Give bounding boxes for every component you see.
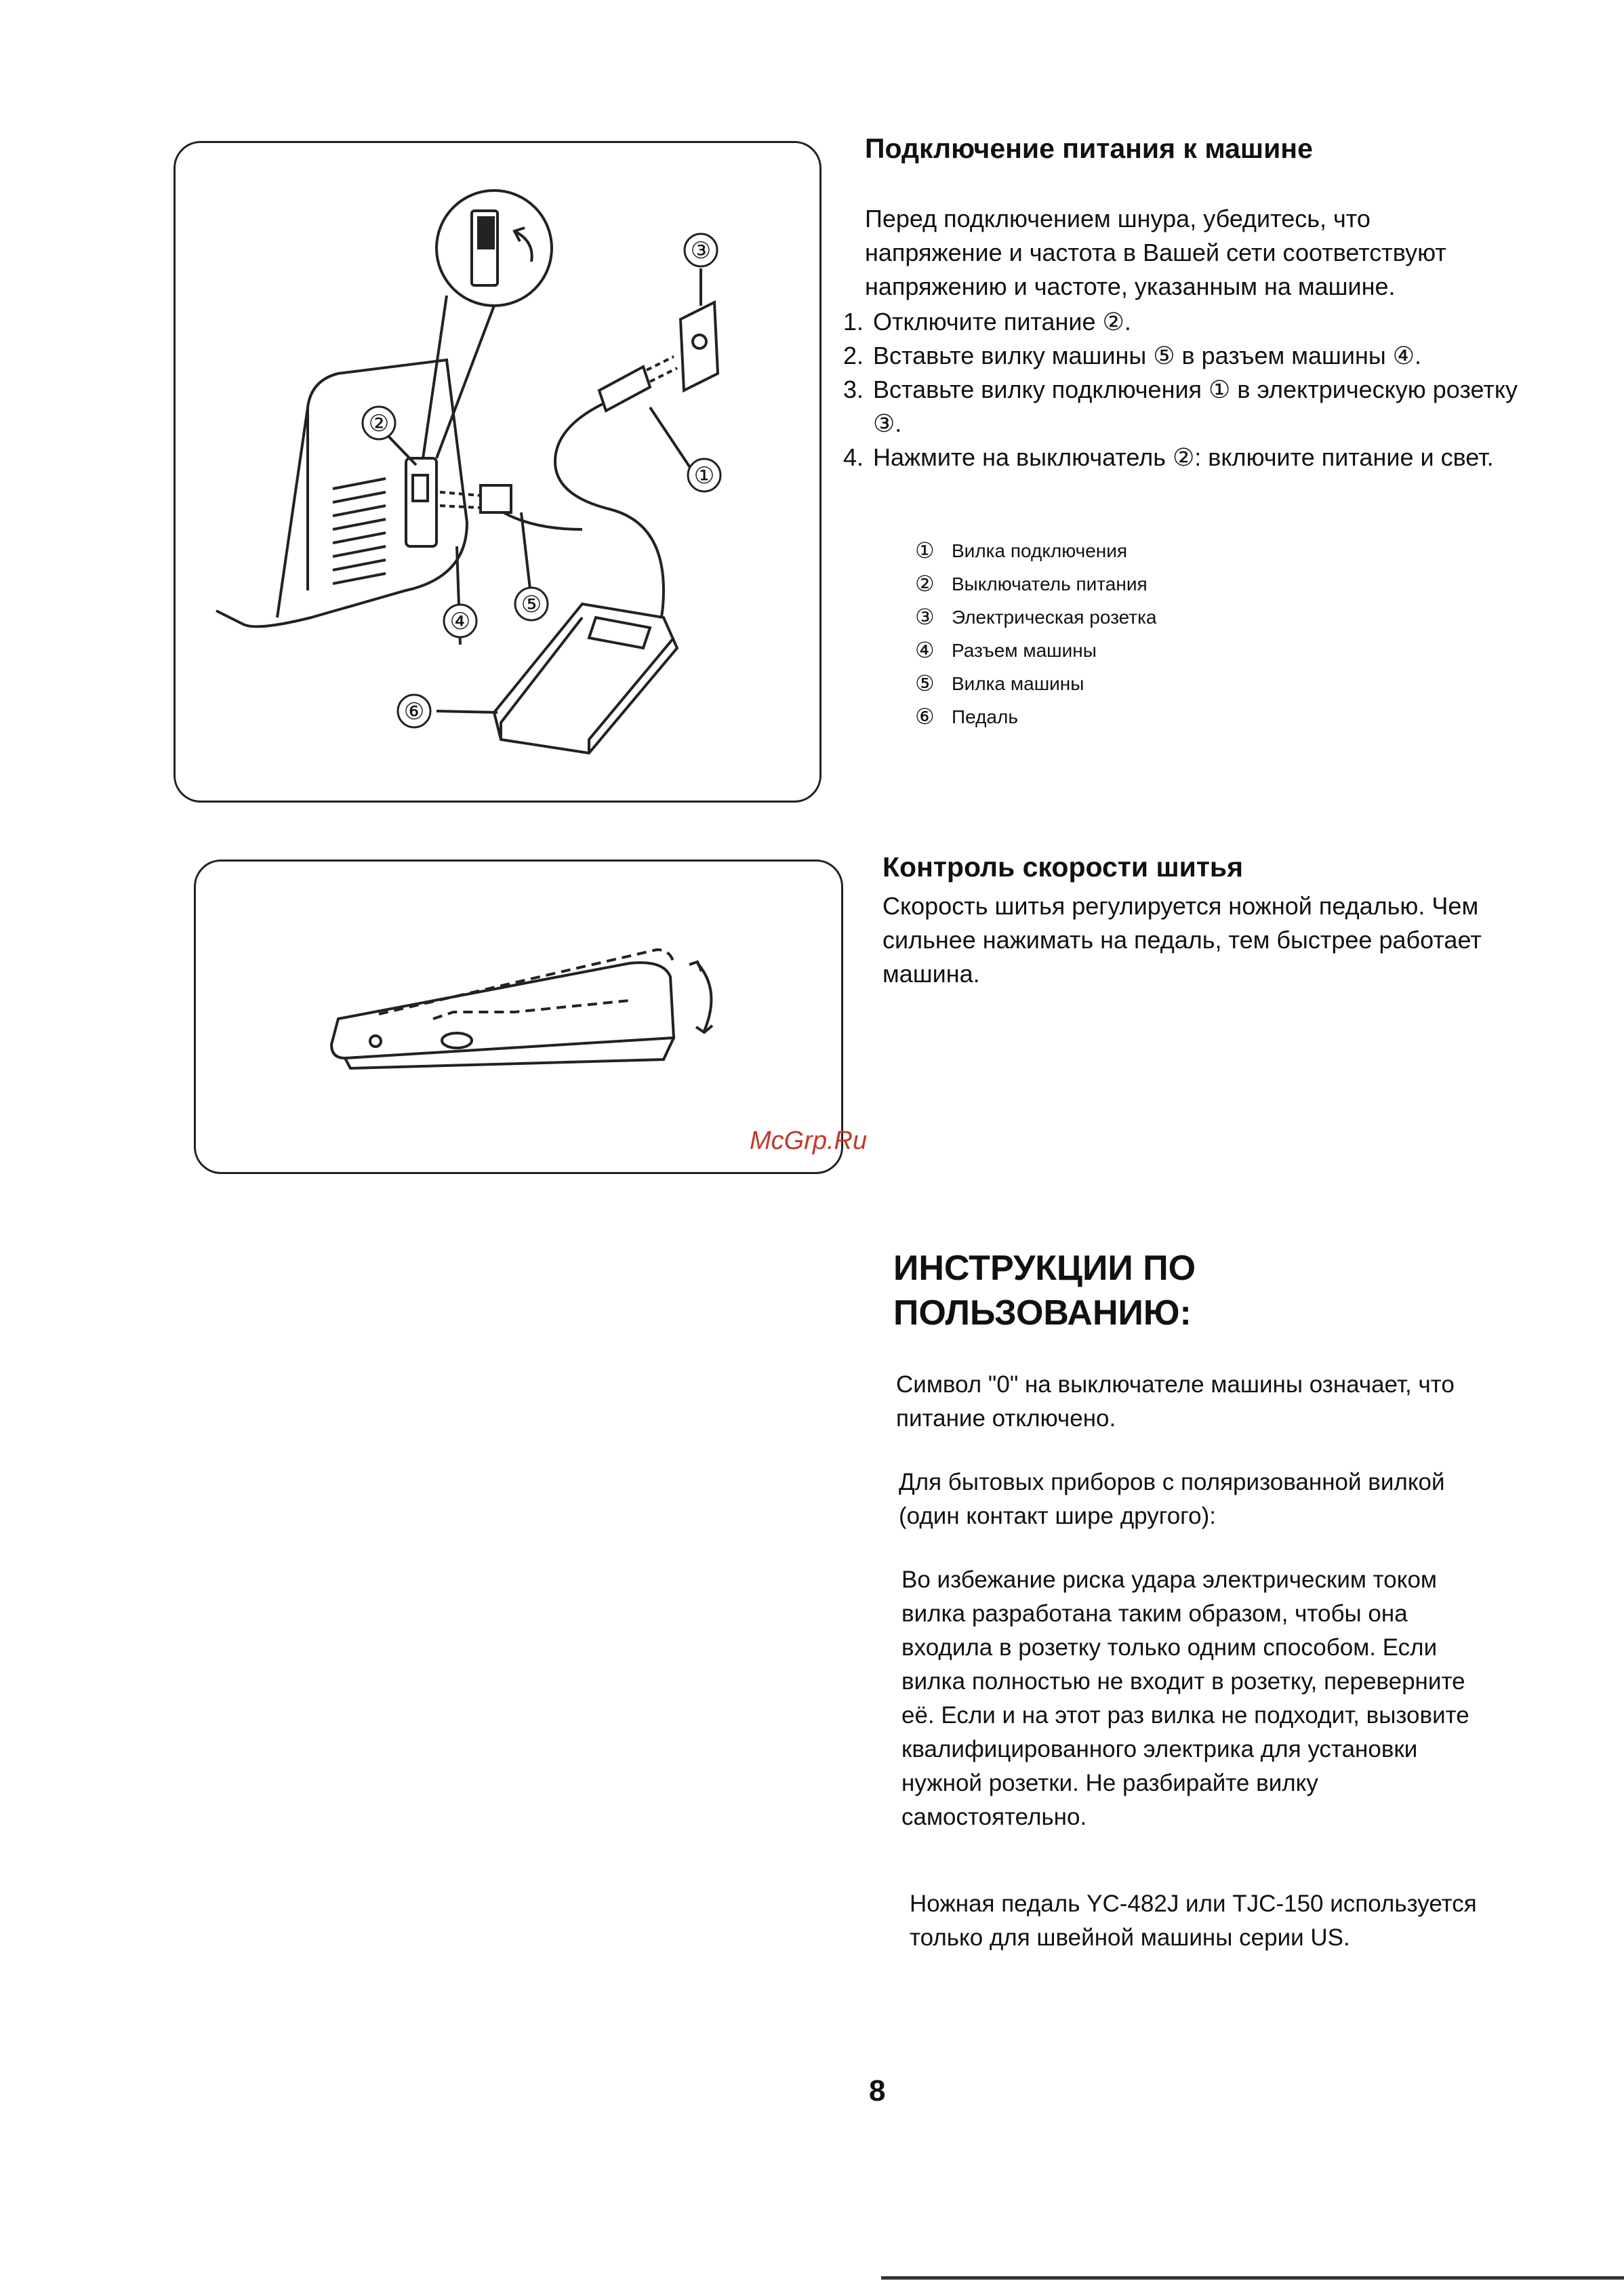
step-item: 3. Вставьте вилку подключения ① в электрическую розетку ③.: [870, 373, 1548, 441]
speed-section-text: Скорость шитья регулируется ножной педалью. Чем сильнее нажимать на педаль, тем быстрее работает машина.: [882, 892, 1482, 988]
wall-outlet: [681, 302, 718, 390]
power-section-intro: Перед подключением шнура, убедитесь, что напряжение и частота в Вашей сети соответствуют напряжению и частоте, указанным на машине.: [865, 205, 1446, 300]
step-item: 4. Нажмите на выключатель ②: включите питание и свет.: [870, 441, 1548, 474]
callout-4: ④: [449, 608, 471, 635]
pedal-diagram: [196, 862, 841, 1172]
legend-item: ⑤ Вилка машины: [915, 671, 1084, 695]
legend-item: ③ Электрическая розетка: [915, 605, 1157, 629]
callout-1: ①: [693, 462, 715, 489]
legend-item: ② Выключатель питания: [915, 571, 1148, 596]
instructions-title: ИНСТРУКЦИИ ПО ПОЛЬЗОВАНИЮ:: [893, 1249, 1196, 1333]
callout-2: ②: [368, 410, 390, 437]
connection-plug: [599, 367, 650, 411]
legend-item: ① Вилка подключения: [915, 538, 1128, 563]
legend-item: ④ Разъем машины: [915, 638, 1097, 662]
machine-plug: [481, 485, 511, 512]
vent-grille: [333, 479, 386, 584]
callout-6: ⑥: [403, 698, 425, 725]
instructions-paragraph-4: Ножная педаль YC-482J или TJC-150 используется только для швейной машины серии US.: [910, 1891, 1477, 1951]
callout-3: ③: [690, 237, 712, 264]
power-section-title: Подключение питания к машине: [865, 133, 1313, 164]
up-down-arrow: [697, 963, 711, 1031]
legend-item: ⑥ Педаль: [915, 704, 1018, 729]
instructions-paragraph-2: Для бытовых приборов с поляризованной вилкой (один контакт шире другого):: [899, 1469, 1445, 1529]
instructions-paragraph-1: Символ "0" на выключателе машины означает, что питание отключено.: [896, 1371, 1455, 1432]
power-connection-illustration: [174, 141, 821, 803]
step-item: 1. Отключите питание ②.: [870, 305, 1548, 339]
watermark: McGrp.Ru: [750, 1127, 868, 1155]
speed-section-title: Контроль скорости шитья: [882, 851, 1244, 883]
parts-legend: [915, 534, 1157, 733]
power-diagram: [176, 143, 819, 801]
power-steps-list: [828, 305, 1548, 474]
scan-edge-line: [881, 2276, 1624, 2280]
speed-control-illustration: [194, 860, 843, 1174]
instructions-paragraph-3: Во избежание риска удара электрическим током вилка разработана таким образом, чтобы она входила в розетку только одним способом. Если вилка полностью не входит в розетку, переверните её. Если и на этот раз вилка не подходит, вызовите квалифицированного электрика для установки нужной розетки. Не разбирайте вилку самостоятельно.: [901, 1567, 1469, 1830]
callout-5: ⑤: [521, 591, 542, 618]
step-item: 2. Вставьте вилку машины ⑤ в разъем машины ④.: [870, 339, 1548, 373]
pedal-body: [331, 963, 674, 1058]
page-number: 8: [869, 2074, 886, 2107]
machine-body: [216, 360, 467, 626]
